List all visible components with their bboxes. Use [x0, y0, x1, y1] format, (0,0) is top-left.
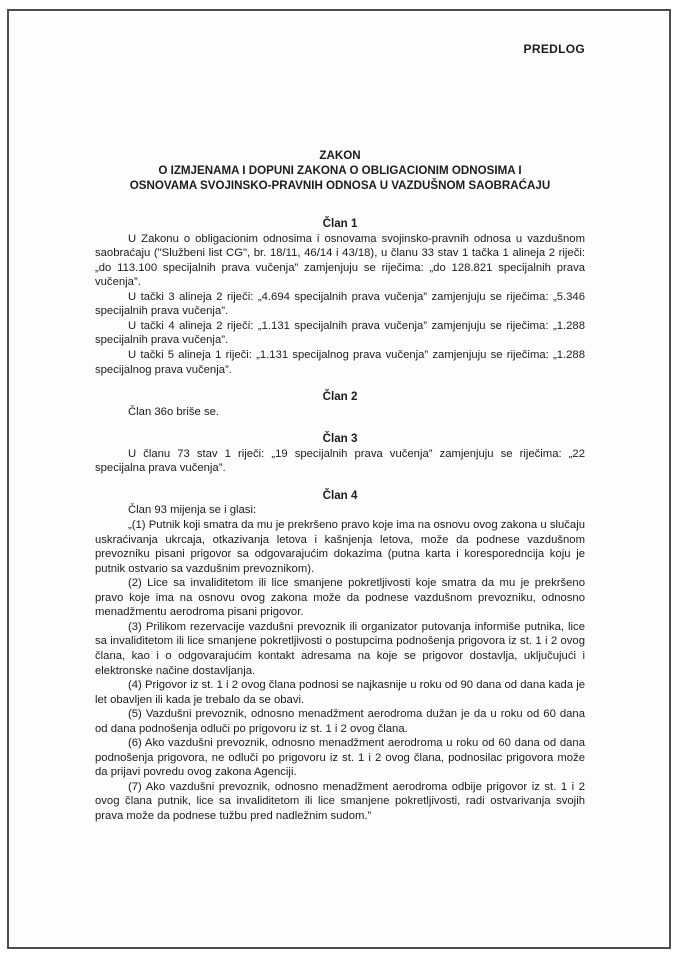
predlog-label: PREDLOG	[523, 42, 585, 56]
article-3	[95, 432, 585, 476]
law-title-line-2: O IZMJENAMA I DOPUNI ZAKONA O OBLIGACIONIM ODNOSIMA I	[158, 164, 522, 177]
article-heading: Član 4	[322, 488, 358, 502]
paragraph: Član 36o briše se.	[128, 405, 220, 418]
paragraph: Član 93 mijenja se i glasi:	[128, 504, 257, 517]
article-heading: Član 3	[322, 432, 358, 446]
paragraph: U Zakonu o obligacionim odnosima i osnovama svojinsko-pravnih odnosa u vazdušnom saobraćaju ("Službeni list CG", br. 18/11, 46/14 i 43/18), u članu 33 stav 1 tačka 1 alineja 2 riječi: „do 113.100 specijalnih prava vučenja” zamjenjuju se riječima: „do 128.821 specijalnih prava vučenja”.	[95, 232, 585, 289]
paragraph: (3) Prilikom rezervacije vazdušni prevoznik ili organizator putovanja informiše putnika, lice sa invaliditetom ili lice smanjene pokretljivosti o postupcima podnošenja prigovora iz st. 1 i 2 ovog člana, kao i o odgovarajućim kontakt adresama na koje se prigovor dostavlja, uključujući i elektronske načine dostavljanja.	[95, 620, 585, 677]
paragraph: U tački 4 alineja 2 riječi: „1.131 specijalnih prava vučenja” zamjenjuju se riječima: „1.288 specijalnih prava vučenja”.	[95, 319, 585, 347]
paragraph: (6) Ako vazdušni prevoznik, odnosno menadžment aerodroma u roku od 60 dana od dana podnošenja prigovora, ne odluči po prigovoru iz st. 1 i 2 ovog člana, podnosilac prigovora može da prijavi povredu ovog zakona Agenciji.	[95, 737, 585, 779]
paragraph: U članu 73 stav 1 riječi: „19 specijalnih prava vučenja” zamjenjuju se riječima: „22 specijalna prava vučenja”.	[95, 447, 585, 475]
paragraph: (4) Prigovor iz st. 1 i 2 ovog člana podnosi se najkasnije u roku od 90 dana od dana kada je let obavljen ili kada je trebalo da se obavi.	[95, 679, 585, 706]
paragraph: U tački 5 alineja 1 riječi: „1.131 specijalnog prava vučenja” zamjenjuju se riječima: „1.288 specijalnog prava vučenja”.	[95, 348, 585, 376]
paragraph: (7) Ako vazdušni prevoznik, odnosno menadžment aerodroma odbije prigovor iz st. 1 i 2 ovog člana putnik, lice sa invaliditetom ili lice smanjene pokretljivosti, radi ostvarivanja svojih prava može da podnese tužbu pred nadležnim sudom.”	[95, 780, 585, 822]
article-1	[95, 217, 585, 377]
paragraph: (5) Vazdušni prevoznik, odnosno menadžment aerodroma dužan je da u roku od 60 dana od dana podnošenja odluči po prigovoru iz st. 1 i 2 ovog člana.	[95, 708, 585, 735]
law-title-line-3: OSNOVAMA SVOJINSKO-PRAVNIH ODNOSA U VAZDUŠNOM SAOBRAĆAJU	[129, 179, 551, 192]
paragraph: U tački 3 alineja 2 riječi: „4.694 specijalnih prava vučenja” zamjenjuju se riječima: „5.346 specijalnih prava vučenja”.	[95, 290, 585, 318]
document-content	[95, 42, 585, 824]
article-heading: Član 2	[322, 390, 358, 404]
paragraph: „(1) Putnik koji smatra da mu je prekršeno pravo koje ima na osnovu ovog zakona u slučaju uskraćivanja ukrcaja, otkazivanja letova i kašnjenja letova, može da podnese vazdušnom prevozniku pisani prigovor sa odgovarajućim dokazima (putna karta i koresporedncija koju je putnik ostvario sa vazdušnim prevoznikom).	[95, 519, 585, 575]
paragraph: (2) Lice sa invaliditetom ili lice smanjene pokretljivosti koje smatra da mu je prekršeno pravo koje ima na osnovu ovog zakona može da podnese vazdušnom prevozniku, odnosno menadžmentu aerodroma pisani prigovor.	[95, 577, 585, 619]
article-2	[95, 390, 585, 419]
article-4	[95, 489, 585, 824]
law-title-line-1: ZAKON	[319, 149, 361, 162]
article-heading: Član 1	[322, 217, 358, 230]
law-title	[95, 148, 585, 193]
